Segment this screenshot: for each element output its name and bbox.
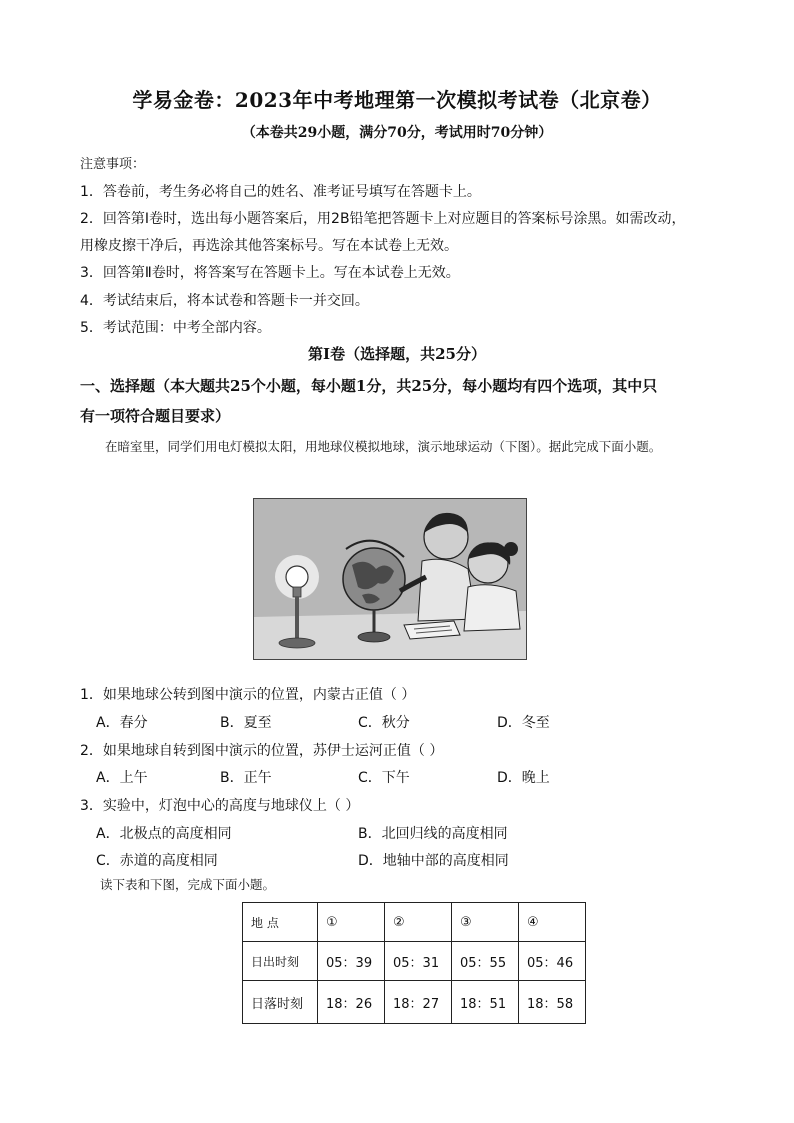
question-1-stem: 1．如果地球公转到图中演示的位置，内蒙古正值（ ） — [80, 687, 416, 703]
question-2-option-b[interactable]: B．正午 — [220, 770, 272, 786]
table-cell: 18：51 — [452, 981, 519, 1024]
question-1-option-d[interactable]: D．冬至 — [497, 715, 550, 731]
question-3-stem: 3．实验中，灯泡中心的高度与地球仪上（ ） — [80, 798, 360, 814]
question-intro: 在暗室里，同学们用电灯模拟太阳，用地球仪模拟地球，演示地球运动（下图）。据此完成下面小题。 — [105, 439, 662, 454]
notice-item-1: 1．答卷前，考生务必将自己的姓名、准考证号填写在答题卡上。 — [80, 184, 481, 200]
table-header-cell: 地 点 — [243, 903, 318, 942]
notice-item-5: 5．考试范围：中考全部内容。 — [80, 320, 271, 336]
notice-item-2-cont: 用橡皮擦干净后，再选涂其他答案标号。写在本试卷上无效。 — [80, 238, 458, 254]
question-2-option-c[interactable]: C．下午 — [358, 770, 410, 786]
table-row-label: 日出时刻 — [243, 942, 318, 981]
table-intro: 读下表和下图，完成下面小题。 — [100, 877, 276, 892]
table-header-cell: ③ — [452, 903, 519, 942]
question-1-option-c[interactable]: C．秋分 — [358, 715, 410, 731]
question-1-option-a[interactable]: A．春分 — [96, 715, 148, 731]
notice-item-4: 4．考试结束后，将本试卷和答题卡一并交回。 — [80, 293, 369, 309]
question-2-stem: 2．如果地球自转到图中演示的位置，苏伊士运河正值（ ） — [80, 743, 444, 759]
exam-subtitle: （本卷共29小题，满分70分，考试用时70分钟） — [241, 125, 553, 141]
table-header-cell: ① — [318, 903, 385, 942]
table-header-cell: ④ — [519, 903, 586, 942]
question-3-option-b[interactable]: B．北回归线的高度相同 — [358, 826, 508, 842]
sunrise-sunset-table — [242, 902, 586, 1024]
table-cell: 05：55 — [452, 942, 519, 981]
question-2-option-a[interactable]: A．上午 — [96, 770, 148, 786]
table-cell: 18：58 — [519, 981, 586, 1024]
table-row-label: 日落时刻 — [243, 981, 318, 1024]
question-1-option-b[interactable]: B．夏至 — [220, 715, 272, 731]
section-title: 第Ⅰ卷（选择题，共25分） — [308, 345, 486, 363]
exam-title: 学易金卷：2023年中考地理第一次模拟考试卷（北京卷） — [132, 88, 662, 112]
table-header-row — [243, 903, 586, 942]
notice-heading: 注意事项： — [80, 157, 146, 172]
experiment-illustration — [253, 498, 527, 660]
question-3-option-a[interactable]: A．北极点的高度相同 — [96, 826, 232, 842]
question-3-option-d[interactable]: D．地轴中部的高度相同 — [358, 853, 509, 869]
table-cell: 05：46 — [519, 942, 586, 981]
table-row — [243, 942, 586, 981]
part-title-line-1: 一、选择题（本大题共25个小题，每小题1分，共25分，每小题均有四个选项，其中只 — [80, 377, 658, 395]
part-title-line-2: 有一项符合题目要求） — [80, 407, 231, 425]
notice-item-3: 3．回答第Ⅱ卷时，将答案写在答题卡上。写在本试卷上无效。 — [80, 265, 460, 281]
table-cell: 18：27 — [385, 981, 452, 1024]
notice-item-2: 2．回答第Ⅰ卷时，选出每小题答案后，用2B铅笔把答题卡上对应题目的答案标号涂黑。如需改动， — [80, 211, 686, 227]
experiment-illustration-drawing — [254, 499, 526, 659]
question-2-option-d[interactable]: D．晚上 — [497, 770, 550, 786]
table-row — [243, 981, 586, 1024]
table-header-cell: ② — [385, 903, 452, 942]
question-3-option-c[interactable]: C．赤道的高度相同 — [96, 853, 218, 869]
table-cell: 18：26 — [318, 981, 385, 1024]
table-cell: 05：39 — [318, 942, 385, 981]
table-cell: 05：31 — [385, 942, 452, 981]
